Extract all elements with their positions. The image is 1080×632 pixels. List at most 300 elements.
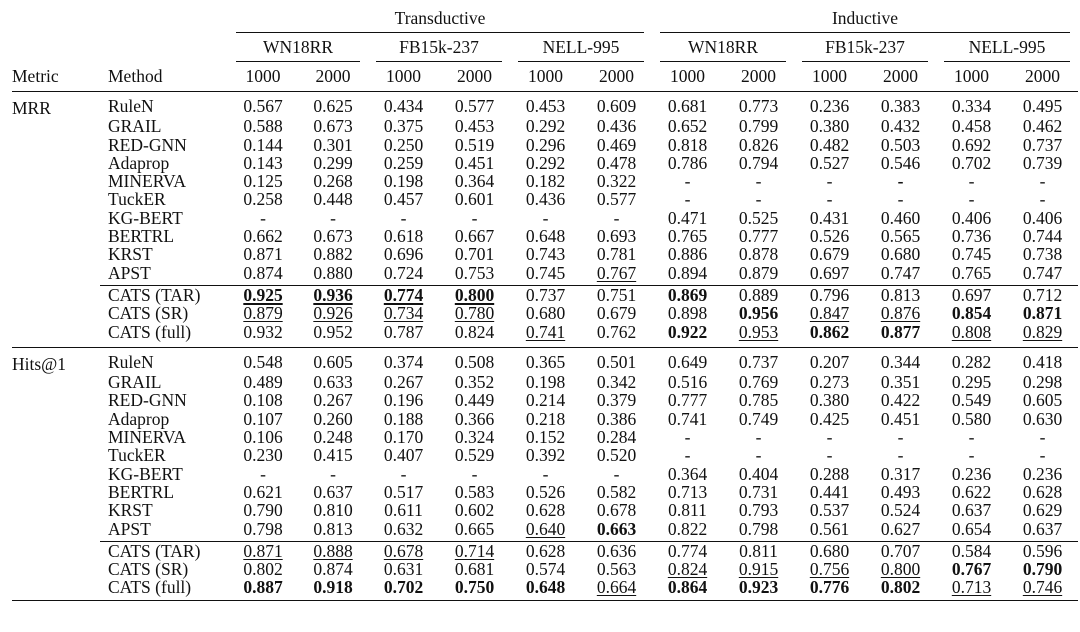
table-row xyxy=(12,136,1078,154)
value-text: 0.451 xyxy=(454,152,495,173)
value-cell xyxy=(936,351,1007,373)
value-cell xyxy=(439,410,510,428)
value-cell xyxy=(439,446,510,464)
method-name: RuleN xyxy=(108,96,154,116)
value-text: 0.188 xyxy=(383,408,424,429)
value-cell xyxy=(865,286,936,304)
value-text: 0.230 xyxy=(243,445,283,466)
value-cell xyxy=(1007,542,1078,560)
value-text: 0.785 xyxy=(738,390,779,411)
value-cell xyxy=(439,428,510,446)
value-cell xyxy=(1007,428,1078,446)
value-text: 0.628 xyxy=(525,500,566,521)
value-cell xyxy=(936,304,1007,322)
metric-label: MRR xyxy=(12,98,51,118)
value-cell xyxy=(652,483,723,501)
value-cell xyxy=(581,428,652,446)
method-name: APST xyxy=(108,518,151,539)
value-text: 0.798 xyxy=(243,518,283,539)
value-cell xyxy=(228,428,298,446)
value-text: 0.956 xyxy=(738,303,779,324)
table-row xyxy=(12,304,1078,322)
value-cell xyxy=(723,428,794,446)
value-text: 0.697 xyxy=(809,262,850,283)
value-cell xyxy=(298,323,368,341)
value-text: 0.925 xyxy=(243,284,283,305)
value-cell xyxy=(936,190,1007,208)
value-cell xyxy=(581,373,652,391)
value-text: 0.605 xyxy=(313,351,353,372)
value-text: 0.282 xyxy=(951,351,992,372)
value-cell xyxy=(723,245,794,263)
value-text: 0.767 xyxy=(951,559,992,580)
value-text: 0.611 xyxy=(384,500,423,521)
value-cell xyxy=(1007,264,1078,282)
value-text: 0.879 xyxy=(738,262,779,283)
value-cell xyxy=(510,428,581,446)
value-text: - xyxy=(826,427,833,448)
value-text: - xyxy=(1039,445,1046,466)
value-cell xyxy=(936,209,1007,227)
value-text: - xyxy=(471,207,478,228)
value-cell xyxy=(652,465,723,483)
value-text: 0.777 xyxy=(738,226,779,247)
value-text: 0.422 xyxy=(880,390,921,411)
table-row xyxy=(12,501,1078,519)
value-text: 0.207 xyxy=(809,351,850,372)
method-name: RuleN xyxy=(108,351,154,372)
value-text: 0.431 xyxy=(809,207,850,228)
value-cell xyxy=(368,483,439,501)
value-cell xyxy=(936,286,1007,304)
value-cell xyxy=(865,190,936,208)
value-text: 0.449 xyxy=(454,390,495,411)
value-text: 0.813 xyxy=(313,518,353,539)
value-cell xyxy=(652,154,723,172)
size-header: 1000 xyxy=(228,62,298,92)
metric-cell-empty xyxy=(12,483,100,501)
value-text: 0.236 xyxy=(951,463,992,484)
value-cell xyxy=(1007,95,1078,117)
value-text: 0.799 xyxy=(738,116,779,137)
value-text: 0.392 xyxy=(525,445,566,466)
value-cell xyxy=(1007,190,1078,208)
value-text: 0.736 xyxy=(951,226,992,247)
value-cell xyxy=(581,410,652,428)
value-cell xyxy=(1007,304,1078,322)
method-name: MINERVA xyxy=(108,171,187,192)
value-cell xyxy=(439,560,510,578)
value-cell xyxy=(228,264,298,282)
value-cell xyxy=(298,373,368,391)
table-row xyxy=(12,542,1078,560)
table-row xyxy=(12,373,1078,391)
value-cell xyxy=(228,286,298,304)
value-text: 0.648 xyxy=(525,577,566,598)
method-name: BERTRL xyxy=(108,481,175,502)
metric-cell-empty xyxy=(12,578,100,596)
value-text: 0.878 xyxy=(738,244,779,265)
value-cell xyxy=(1007,209,1078,227)
value-cell xyxy=(298,483,368,501)
value-cell xyxy=(581,117,652,135)
value-cell xyxy=(936,542,1007,560)
value-text: 0.295 xyxy=(951,372,992,393)
value-text: 0.713 xyxy=(667,481,708,502)
metric-label: Hits@1 xyxy=(12,353,67,374)
value-cell xyxy=(794,286,865,304)
value-cell xyxy=(1007,391,1078,409)
value-cell xyxy=(865,209,936,227)
value-text: 0.712 xyxy=(1022,284,1063,305)
value-cell xyxy=(298,428,368,446)
value-text: 0.182 xyxy=(525,171,566,192)
value-cell xyxy=(652,304,723,322)
value-cell xyxy=(368,542,439,560)
value-cell xyxy=(298,190,368,208)
value-text: 0.628 xyxy=(1022,481,1063,502)
value-cell xyxy=(228,373,298,391)
value-cell xyxy=(794,373,865,391)
value-cell xyxy=(298,391,368,409)
value-text: 0.292 xyxy=(525,116,566,137)
size-header: 1000 xyxy=(794,62,865,92)
value-cell xyxy=(298,304,368,322)
value-cell xyxy=(723,578,794,596)
value-cell xyxy=(581,501,652,519)
value-cell xyxy=(1007,172,1078,190)
value-text: 0.170 xyxy=(383,427,424,448)
value-cell xyxy=(723,190,794,208)
value-text: 0.774 xyxy=(667,540,708,561)
value-text: 0.366 xyxy=(454,408,495,429)
value-cell xyxy=(368,391,439,409)
value-text: - xyxy=(330,207,336,228)
value-text: 0.298 xyxy=(1022,372,1063,393)
value-cell xyxy=(368,428,439,446)
value-text: 0.273 xyxy=(809,372,850,393)
value-cell xyxy=(581,465,652,483)
value-text: 0.756 xyxy=(809,559,850,580)
value-cell xyxy=(865,428,936,446)
value-text: - xyxy=(968,445,975,466)
value-cell xyxy=(652,373,723,391)
value-cell xyxy=(228,560,298,578)
value-cell xyxy=(723,520,794,538)
value-cell xyxy=(652,446,723,464)
value-text: 0.214 xyxy=(525,390,566,411)
value-cell xyxy=(368,465,439,483)
method-name: BERTRL xyxy=(108,226,175,247)
value-text: 0.627 xyxy=(880,518,921,539)
value-text: 0.664 xyxy=(596,577,637,598)
value-text: 0.787 xyxy=(383,321,424,342)
value-text: 0.196 xyxy=(383,390,424,411)
method-name: TuckER xyxy=(108,189,166,210)
value-text: 0.324 xyxy=(454,427,495,448)
value-cell xyxy=(936,245,1007,263)
value-text: 0.406 xyxy=(951,207,992,228)
value-text: 0.636 xyxy=(596,540,637,561)
value-cell xyxy=(936,520,1007,538)
value-text: - xyxy=(968,427,975,448)
value-text: 0.869 xyxy=(667,284,708,305)
value-text: 0.923 xyxy=(738,577,779,598)
value-text: 0.802 xyxy=(243,559,283,580)
method-name: GRAIL xyxy=(108,372,162,393)
value-cell xyxy=(1007,410,1078,428)
value-cell xyxy=(298,209,368,227)
value-text: 0.741 xyxy=(525,321,566,342)
table-row xyxy=(12,520,1078,538)
value-text: 0.786 xyxy=(667,152,708,173)
value-cell xyxy=(581,172,652,190)
value-text: 0.520 xyxy=(596,445,637,466)
value-cell xyxy=(1007,351,1078,373)
value-text: 0.781 xyxy=(596,244,637,265)
value-text: 0.952 xyxy=(313,321,353,342)
value-text: 0.665 xyxy=(454,518,495,539)
value-cell xyxy=(723,560,794,578)
value-text: 0.625 xyxy=(313,96,353,116)
value-cell xyxy=(794,117,865,135)
value-text: 0.299 xyxy=(313,152,353,173)
value-text: 0.380 xyxy=(809,390,850,411)
value-text: 0.737 xyxy=(1022,134,1063,155)
value-cell xyxy=(510,245,581,263)
value-text: 0.267 xyxy=(383,372,424,393)
value-cell xyxy=(865,560,936,578)
method-name: CATS (SR) xyxy=(108,559,189,580)
size-header: 2000 xyxy=(439,62,510,92)
metric-cell-empty xyxy=(12,373,100,391)
value-text: 0.248 xyxy=(313,427,353,448)
value-cell xyxy=(368,520,439,538)
metric-cell-empty xyxy=(12,520,100,538)
value-text: - xyxy=(684,189,691,210)
value-text: 0.517 xyxy=(383,481,424,502)
value-cell xyxy=(1007,520,1078,538)
value-cell xyxy=(1007,227,1078,245)
metric-cell-empty xyxy=(12,391,100,409)
value-cell xyxy=(794,304,865,322)
rule-cell xyxy=(12,597,100,601)
value-text: 0.561 xyxy=(809,518,850,539)
value-cell xyxy=(652,351,723,373)
table-row xyxy=(12,95,1078,117)
value-text: 0.425 xyxy=(809,408,850,429)
method-name: KG-BERT xyxy=(108,207,183,228)
value-text: 0.602 xyxy=(454,500,495,521)
value-cell xyxy=(510,483,581,501)
value-text: 0.379 xyxy=(596,390,637,411)
value-cell xyxy=(652,520,723,538)
value-text: 0.629 xyxy=(1022,500,1063,521)
value-text: 0.296 xyxy=(525,134,566,155)
value-text: 0.692 xyxy=(951,134,992,155)
value-cell xyxy=(298,264,368,282)
value-cell xyxy=(652,428,723,446)
value-text: - xyxy=(755,189,762,210)
value-text: 0.696 xyxy=(383,244,424,265)
value-cell xyxy=(936,483,1007,501)
value-text: 0.563 xyxy=(596,559,637,580)
value-cell xyxy=(794,264,865,282)
value-text: 0.364 xyxy=(454,171,495,192)
metric-column-header: Metric xyxy=(12,62,100,92)
value-cell xyxy=(581,542,652,560)
value-cell xyxy=(368,172,439,190)
value-text: 0.529 xyxy=(454,445,495,466)
method-name: KG-BERT xyxy=(108,463,183,484)
value-cell xyxy=(723,264,794,282)
value-cell xyxy=(1007,245,1078,263)
value-cell xyxy=(936,428,1007,446)
value-text: 0.259 xyxy=(383,152,424,173)
value-text: 0.874 xyxy=(313,559,353,580)
value-cell xyxy=(510,578,581,596)
value-cell xyxy=(723,483,794,501)
value-text: 0.637 xyxy=(1022,518,1063,539)
value-text: 0.107 xyxy=(243,408,283,429)
value-text: 0.493 xyxy=(880,481,921,502)
value-text: 0.451 xyxy=(880,408,921,429)
value-cell xyxy=(228,465,298,483)
value-text: 0.453 xyxy=(454,116,495,137)
value-cell xyxy=(936,227,1007,245)
value-cell xyxy=(723,446,794,464)
value-cell xyxy=(794,154,865,172)
value-cell xyxy=(368,95,439,117)
value-text: 0.776 xyxy=(809,577,850,598)
value-cell xyxy=(228,245,298,263)
metric-cell-empty xyxy=(12,286,100,304)
value-text: 0.383 xyxy=(880,96,921,116)
value-text: 0.236 xyxy=(1022,463,1063,484)
value-cell xyxy=(652,95,723,117)
value-text: 0.622 xyxy=(951,481,992,502)
value-cell xyxy=(368,351,439,373)
value-cell xyxy=(368,304,439,322)
value-cell xyxy=(368,245,439,263)
value-cell xyxy=(228,483,298,501)
value-text: 0.577 xyxy=(454,96,495,116)
value-cell xyxy=(794,560,865,578)
metric-cell-empty xyxy=(12,465,100,483)
value-text: 0.317 xyxy=(880,463,921,484)
value-cell xyxy=(794,227,865,245)
value-text: 0.744 xyxy=(1022,226,1063,247)
value-cell xyxy=(510,501,581,519)
table-row xyxy=(12,172,1078,190)
value-text: 0.667 xyxy=(454,226,495,247)
value-text: - xyxy=(542,207,549,228)
value-cell xyxy=(439,373,510,391)
value-text: 0.198 xyxy=(383,171,424,192)
value-cell xyxy=(652,286,723,304)
value-text: 0.864 xyxy=(667,577,708,598)
value-text: - xyxy=(684,171,691,192)
value-cell xyxy=(228,136,298,154)
value-text: 0.738 xyxy=(1022,244,1063,265)
value-cell xyxy=(865,542,936,560)
value-cell xyxy=(510,154,581,172)
value-cell xyxy=(581,351,652,373)
value-cell xyxy=(368,154,439,172)
value-cell xyxy=(368,373,439,391)
value-text: - xyxy=(897,171,904,192)
value-cell xyxy=(865,410,936,428)
value-text: - xyxy=(755,427,762,448)
value-cell xyxy=(652,227,723,245)
value-cell xyxy=(652,245,723,263)
value-text: 0.679 xyxy=(596,303,637,324)
value-text: 0.508 xyxy=(454,351,495,372)
value-text: 0.769 xyxy=(738,372,779,393)
value-cell xyxy=(298,465,368,483)
value-text: 0.824 xyxy=(667,559,708,580)
value-text: - xyxy=(897,445,904,466)
value-cell xyxy=(298,227,368,245)
value-cell xyxy=(581,446,652,464)
value-cell xyxy=(228,227,298,245)
value-text: 0.826 xyxy=(738,134,779,155)
value-cell xyxy=(510,446,581,464)
value-cell xyxy=(368,286,439,304)
value-cell xyxy=(228,446,298,464)
value-text: 0.876 xyxy=(880,303,921,324)
value-text: 0.236 xyxy=(809,96,850,116)
value-cell xyxy=(439,154,510,172)
value-text: 0.407 xyxy=(383,445,424,466)
value-text: 0.887 xyxy=(243,577,283,598)
value-cell xyxy=(581,578,652,596)
value-cell xyxy=(510,95,581,117)
value-cell xyxy=(936,323,1007,341)
value-cell xyxy=(1007,501,1078,519)
value-cell xyxy=(228,190,298,208)
value-text: 0.877 xyxy=(880,321,921,342)
value-text: 0.519 xyxy=(454,134,495,155)
value-text: 0.351 xyxy=(880,372,921,393)
value-text: - xyxy=(542,463,549,484)
metric-cell-empty xyxy=(12,136,100,154)
size-header: 1000 xyxy=(510,62,581,92)
value-text: 0.745 xyxy=(525,262,566,283)
value-text: 0.680 xyxy=(880,244,921,265)
value-cell xyxy=(228,410,298,428)
value-cell xyxy=(723,136,794,154)
value-text: 0.654 xyxy=(951,518,992,539)
value-text: 0.936 xyxy=(313,284,353,305)
value-cell xyxy=(439,483,510,501)
value-text: 0.879 xyxy=(243,303,283,324)
value-cell xyxy=(228,117,298,135)
value-cell xyxy=(936,264,1007,282)
value-cell xyxy=(368,578,439,596)
value-text: - xyxy=(826,445,833,466)
value-text: - xyxy=(1039,171,1046,192)
value-cell xyxy=(936,136,1007,154)
value-cell xyxy=(298,154,368,172)
value-cell xyxy=(581,391,652,409)
value-text: 0.632 xyxy=(383,518,424,539)
value-cell xyxy=(298,117,368,135)
value-text: - xyxy=(1039,427,1046,448)
metric-cell-empty xyxy=(12,542,100,560)
value-cell xyxy=(936,373,1007,391)
value-cell xyxy=(581,209,652,227)
